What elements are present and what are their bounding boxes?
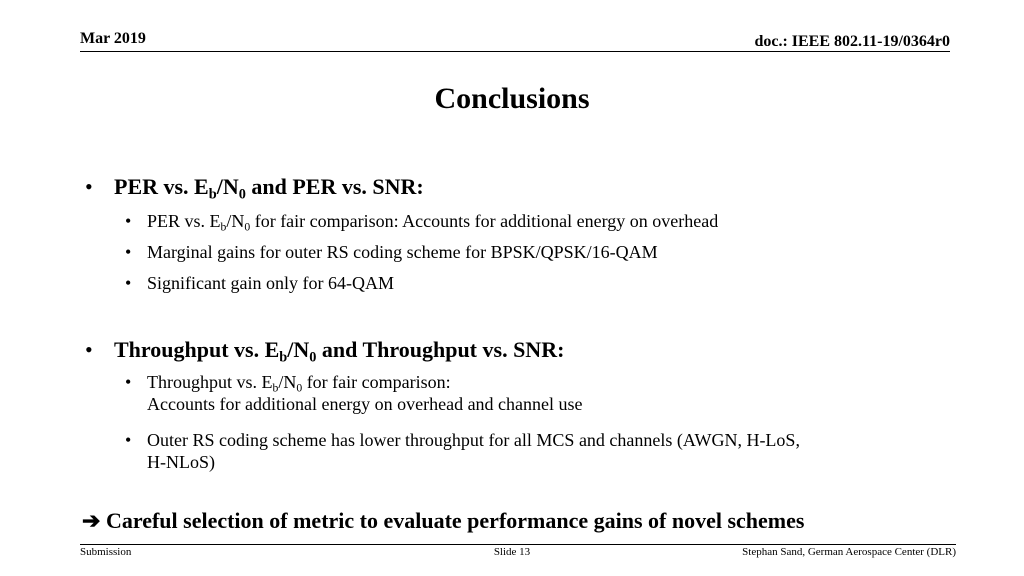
bullet-text: Throughput vs. $E_b/N_0$ for fair comparison: Accounts for additional energy on overhead and channel use xyxy=(147,372,583,414)
bullet-symbol: • xyxy=(85,337,93,362)
bullet-symbol: • xyxy=(85,174,93,199)
right-arrow-icon: ➔ xyxy=(82,508,101,533)
conclusion-text: Careful selection of metric to evaluate performance gains of novel schemes xyxy=(105,508,805,533)
bullet-symbol: • xyxy=(125,430,132,450)
bullet-text: PER vs. $E_b/N_0$ for fair comparison: Accounts for additional energy on overhead xyxy=(147,211,719,234)
footer-slide-number: Slide 13 xyxy=(493,546,531,558)
slide-title: Conclusions xyxy=(434,82,590,115)
conclusion-statement xyxy=(82,508,804,534)
bullet-text: Marginal gains for outer RS coding scheme for BPSK/QPSK/16-QAM xyxy=(147,242,658,262)
bullet-symbol: • xyxy=(125,372,132,392)
bullet-symbol: • xyxy=(125,273,132,293)
bullet-text: Outer RS coding scheme has lower throughput for all MCS and channels (AWGN, H-LoS, H-NLoS) xyxy=(147,430,800,472)
bullet-text: PER vs. $E_b/N_0$ and PER vs. SNR: xyxy=(114,174,424,203)
bullet-symbol: • xyxy=(125,242,132,262)
footer-author: Stephan Sand, German Aerospace Center (DLR) xyxy=(742,546,956,558)
footer-divider xyxy=(80,544,956,545)
header-divider xyxy=(80,51,950,52)
header-doc-id: doc.: IEEE 802.11-19/0364r0 xyxy=(754,33,950,50)
footer-submission: Submission xyxy=(80,546,132,558)
bullet-text: Throughput vs. $E_b/N_0$ and Throughput vs. SNR: xyxy=(114,337,565,366)
bullet-symbol: • xyxy=(125,211,132,231)
header-date: Mar 2019 xyxy=(80,30,146,47)
bullet-text: Significant gain only for 64-QAM xyxy=(147,273,394,293)
